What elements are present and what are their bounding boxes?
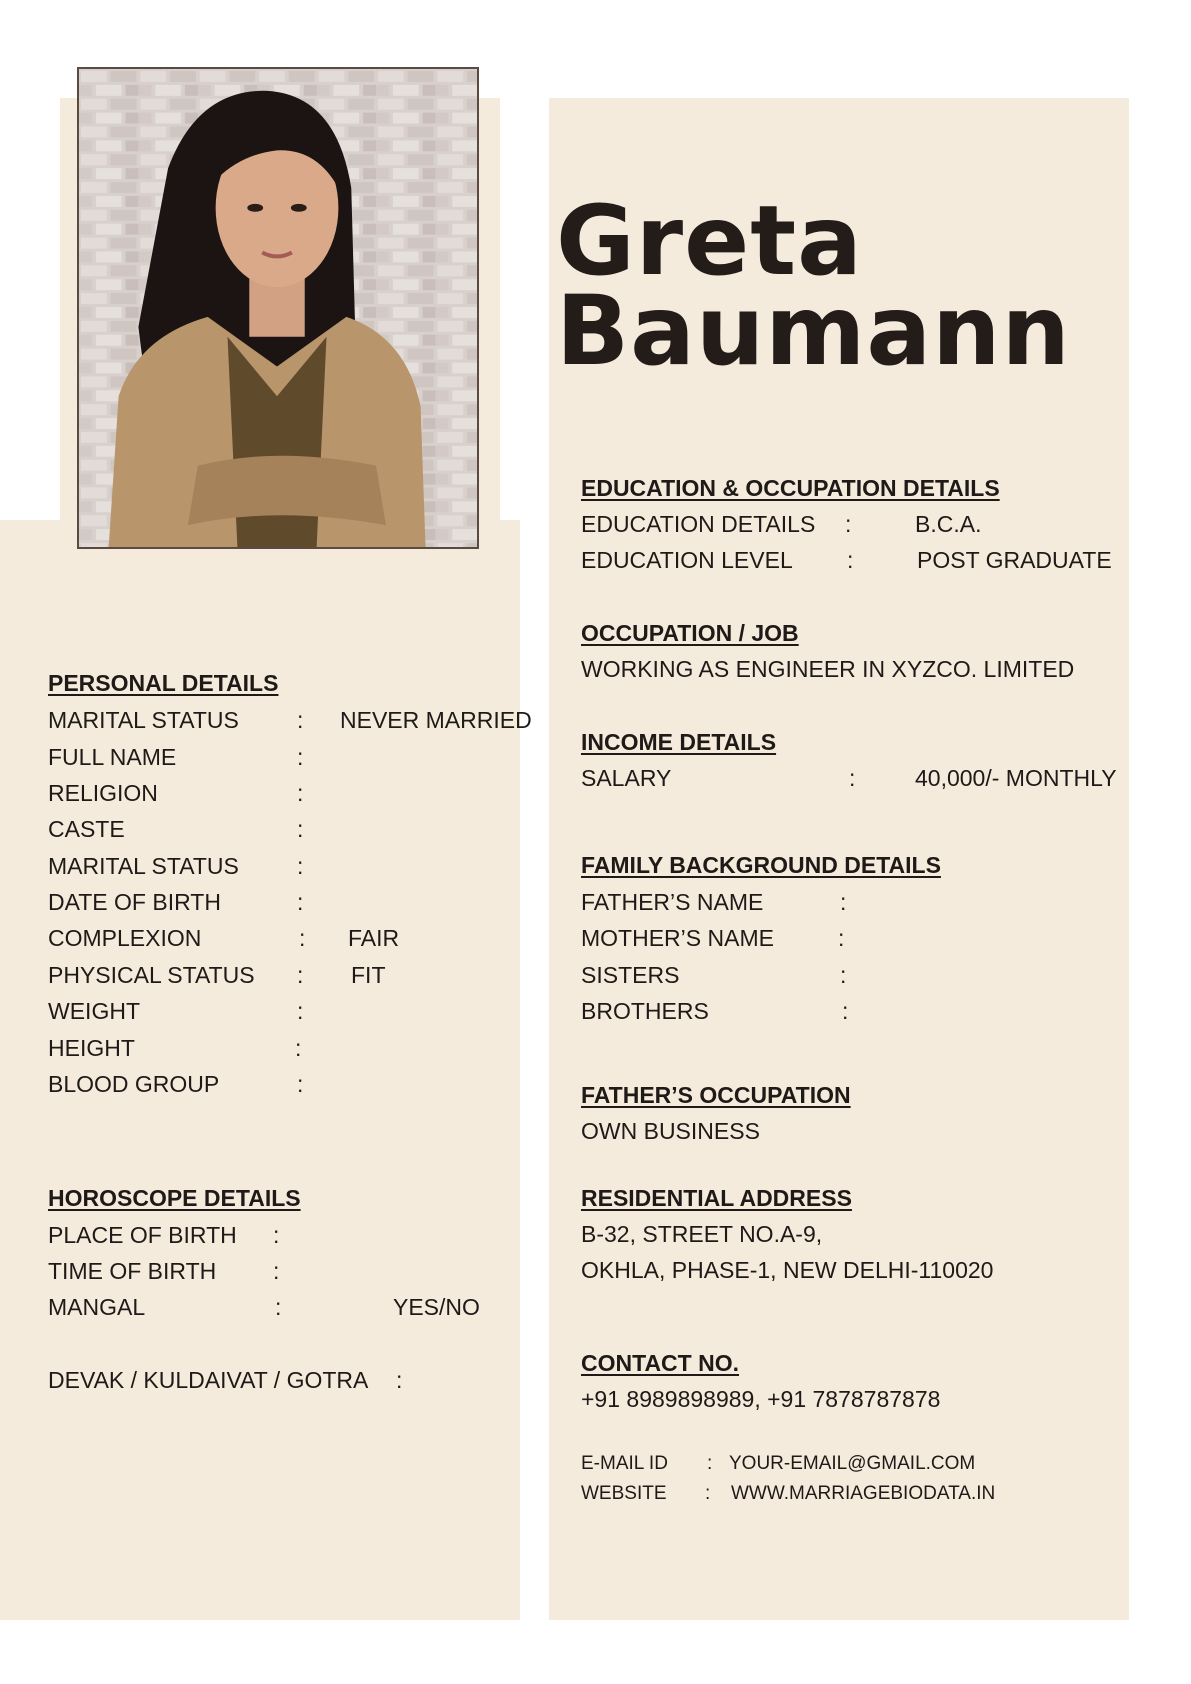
income-value: 40,000/- MONTHLY — [915, 765, 1117, 791]
separator-colon: : — [842, 998, 849, 1024]
contact-phones: +91 8989898989, +91 7878787878 — [581, 1386, 941, 1412]
personal-label: PHYSICAL STATUS — [48, 962, 255, 988]
separator-colon: : — [295, 1035, 302, 1061]
separator-colon: : — [297, 853, 304, 879]
contact-heading: CONTACT NO. — [581, 1350, 740, 1376]
last-name: Baumann — [556, 275, 1071, 387]
portrait-photo — [77, 67, 479, 549]
separator-colon: : — [840, 962, 847, 988]
personal-value: NEVER MARRIED — [340, 707, 532, 733]
income-label: SALARY — [581, 765, 672, 791]
separator-colon: : — [297, 998, 304, 1024]
gotra-label: DEVAK / KULDAIVAT / GOTRA — [48, 1367, 369, 1393]
family-label: FATHER’S NAME — [581, 889, 764, 915]
personal-label: DATE OF BIRTH — [48, 889, 221, 915]
separator-colon: : — [297, 744, 304, 770]
separator-colon: : — [849, 765, 856, 791]
separator-colon: : — [297, 962, 304, 988]
personal-value: FAIR — [348, 925, 400, 951]
horoscope-details-heading: HOROSCOPE DETAILS — [48, 1185, 301, 1211]
education-label: EDUCATION LEVEL — [581, 547, 793, 573]
horoscope-value: YES/NO — [393, 1294, 480, 1320]
personal-label: HEIGHT — [48, 1035, 135, 1061]
family-label: MOTHER’S NAME — [581, 925, 774, 951]
website-label: WEBSITE — [581, 1483, 667, 1504]
separator-colon: : — [845, 511, 852, 537]
family-heading: FAMILY BACKGROUND DETAILS — [581, 852, 941, 878]
first-name: Greta — [556, 185, 863, 297]
personal-label: MARITAL STATUS — [48, 707, 239, 733]
education-label: EDUCATION DETAILS — [581, 511, 816, 537]
separator-colon: : — [297, 707, 304, 733]
occupation-text: WORKING AS ENGINEER IN XYZCO. LIMITED — [581, 656, 1075, 682]
horoscope-label: MANGAL — [48, 1294, 146, 1320]
separator-colon: : — [705, 1483, 711, 1504]
email-label: E-MAIL ID — [581, 1453, 668, 1474]
income-heading: INCOME DETAILS — [581, 729, 777, 755]
separator-colon: : — [838, 925, 845, 951]
separator-colon: : — [297, 816, 304, 842]
separator-colon: : — [847, 547, 854, 573]
father-occupation-text: OWN BUSINESS — [581, 1118, 760, 1144]
personal-label: CASTE — [48, 816, 125, 842]
personal-value: FIT — [351, 962, 386, 988]
separator-colon: : — [840, 889, 847, 915]
separator-colon: : — [299, 925, 306, 951]
personal-label: COMPLEXION — [48, 925, 202, 951]
personal-label: WEIGHT — [48, 998, 140, 1024]
separator-colon: : — [297, 1071, 304, 1097]
education-value: POST GRADUATE — [917, 547, 1112, 573]
horoscope-label: PLACE OF BIRTH — [48, 1222, 237, 1248]
profile-name — [556, 185, 1071, 387]
website-value: WWW.MARRIAGEBIODATA.IN — [731, 1483, 996, 1504]
portrait-illustration — [79, 69, 477, 547]
address-line-1: B-32, STREET NO.A-9, — [581, 1221, 823, 1247]
address-line-2: OKHLA, PHASE-1, NEW DELHI-110020 — [581, 1257, 994, 1283]
father-occupation-heading: FATHER’S OCCUPATION — [581, 1082, 851, 1108]
email-value: YOUR-EMAIL@GMAIL.COM — [729, 1453, 976, 1474]
personal-label: MARITAL STATUS — [48, 853, 239, 879]
personal-label: FULL NAME — [48, 744, 177, 770]
personal-details-heading: PERSONAL DETAILS — [48, 670, 279, 696]
separator-colon: : — [297, 780, 304, 806]
education-value: B.C.A. — [915, 511, 982, 537]
separator-colon: : — [297, 889, 304, 915]
family-label: SISTERS — [581, 962, 680, 988]
address-heading: RESIDENTIAL ADDRESS — [581, 1185, 852, 1211]
separator-colon: : — [396, 1367, 403, 1393]
separator-colon: : — [707, 1453, 713, 1474]
occupation-heading: OCCUPATION / JOB — [581, 620, 799, 646]
separator-colon: : — [273, 1258, 280, 1284]
separator-colon: : — [275, 1294, 282, 1320]
personal-label: BLOOD GROUP — [48, 1071, 220, 1097]
family-label: BROTHERS — [581, 998, 709, 1024]
separator-colon: : — [273, 1222, 280, 1248]
education-heading: EDUCATION & OCCUPATION DETAILS — [581, 475, 1000, 501]
personal-label: RELIGION — [48, 780, 158, 806]
horoscope-label: TIME OF BIRTH — [48, 1258, 217, 1284]
